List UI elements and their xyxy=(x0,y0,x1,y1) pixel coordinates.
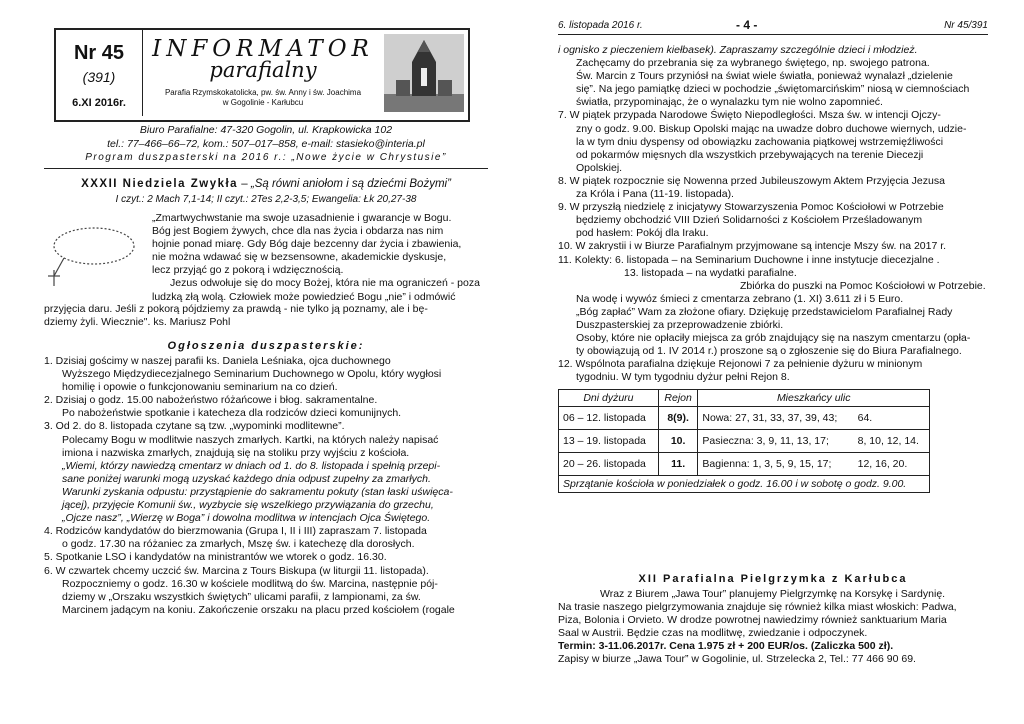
table-row xyxy=(559,453,930,476)
announcement-line: pod hasłem: Pokój dla Iraku. xyxy=(576,227,709,240)
table-cell: 12, 16, 20. xyxy=(854,453,930,476)
pilgrimage-heading: XII Parafialna Pielgrzymka z Karłubca xyxy=(638,573,908,585)
table-header-row xyxy=(559,390,930,407)
announcements-heading: Ogłoszenia duszpasterskie: xyxy=(167,340,365,352)
duty-table xyxy=(558,389,930,493)
announcement-line: będziemy obchodzić VIII Dzień Solidarności z Kościołem Prześladowanym xyxy=(576,214,923,227)
reflection-line: dziemy żyli. Wiecznie". ks. Mariusz Pohl xyxy=(44,316,231,329)
table-header: Mieszkańcy ulic xyxy=(698,390,930,407)
announcement-line: 8. W piątek rozpocznie się Nowenna przed Jubileuszowym Aktem Przyjęcia Jezusa xyxy=(558,174,945,187)
announcement-line: la w tym dniu dyspensy od obowiązku zachowania piątkowej wstrzemięźliwości xyxy=(576,135,944,148)
announcement-line: 5. Spotkanie LSO i kandydatów na ministrantów we wtorek o godz. 16.30. xyxy=(44,551,387,564)
announcement-line: ty obowiązują od 1. IV 2014 r.) proszone są o zgłoszenie się do Biura Parafialnego. xyxy=(576,345,962,358)
announcement-line: Marcinem jadącym na koniu. Zakończenie orszaku na placu przed kościołem (rogale xyxy=(62,603,455,616)
table-header: Rejon xyxy=(658,390,698,407)
announcement-line: światła, przypominając, że o wynalazku tym nie wolno zapomnieć. xyxy=(576,96,883,109)
program-line: Program duszpasterski na 2016 r.: „Nowe życie w Chrystusie” xyxy=(85,152,447,163)
running-header xyxy=(558,20,988,31)
rosary-icon xyxy=(44,218,144,288)
announcement-line: od pokarmów mięsnych dla wszystkich przebywających na terenie Diecezji xyxy=(576,148,924,161)
announcement-line: 9. W przyszłą niedzielę z inicjatywy Stowarzyszenia Pomoc Kościołowi w Potrzebie xyxy=(558,201,944,214)
reflection-line: ludzką złą wolą. Człowiek może powiedzieć Bogu „nie” i odmówić xyxy=(152,290,456,303)
pilgrimage-line: Saal w Austrii. Będzie czas na modlitwę, zwiedzanie i odpoczynek. xyxy=(558,627,868,640)
reflection-line: lecz przyjąć go z pokorą i wdzięcznością. xyxy=(152,264,344,277)
parish-line2: w Gogolinie - Karłubcu xyxy=(222,98,304,107)
issue-date: 6.XI 2016r. xyxy=(72,97,126,109)
table-cell: 8(9). xyxy=(658,407,698,430)
announcement-line: Po nabożeństwie spotkanie i katecheza dla rodziców dzieci komunijnych. xyxy=(62,407,402,420)
announcement-line: Osoby, które nie opłaciły miejsca za grób znajdujący się na naszym cmentarzu (opła- xyxy=(576,332,971,345)
announcement-line: Zachęcamy do przebrania się za wybranego świętego, np. swojego patrona. xyxy=(576,57,930,70)
pilgrimage-line: Zapisy w biurze „Jawa Tour” w Gogolinie, ul. Strzelecka 2, Tel.: 77 466 90 69. xyxy=(558,653,916,666)
issue-box xyxy=(56,30,143,116)
announcement-line: Na wodę i wywóz śmieci z cmentarza zebrano (1. XI) 3.611 zł i 5 Euro. xyxy=(576,292,904,305)
reflection-block-b xyxy=(44,303,488,329)
issue-sub: (391) xyxy=(82,69,116,85)
pilgrimage-line: Termin: 3-11.06.2017r. Cena 1.975 zł + 200 EUR/os. (Zaliczka 500 zł). xyxy=(558,640,894,653)
church-photo-icon xyxy=(384,34,464,112)
announcement-line: i ognisko z pieczeniem kiełbasek). Zapraszamy szczególnie dzieci i młodzież. xyxy=(558,44,918,56)
sunday-quote: „Są równi aniołom i są dziećmi Bożymi” xyxy=(250,178,451,190)
table-cell: Nowa: 27, 31, 33, 37, 39, 43; xyxy=(698,407,854,430)
table-cell: Pasieczna: 3, 9, 11, 13, 17; xyxy=(698,430,854,453)
announcement-line: Warunki zyskania odpustu: przystąpienie do sakramentu pokuty (stan łaski uświęca- xyxy=(62,485,453,498)
pilgrimage-line: Piza, Bolonia i Orvieto. W drodze powrotnej nawiedzimy również sanktuarium Maria xyxy=(558,614,947,627)
announcement-line: się”. Na jego pamiątkę dzieci w pochodzie „świętomarcińskim” niosą w ciemnościach xyxy=(576,83,970,96)
announcement-line: 12. Wspólnota parafialna dziękuje Rejonowi 7 za pełnienie dyżuru w minionym xyxy=(558,358,923,371)
readings: I czyt.: 2 Mach 7,1-14; II czyt.: 2Tes 2,2-3,5; Ewangelia: Łk 20,27-38 xyxy=(115,194,417,205)
announcement-line: Wyższego Międzydiecezjalnego Seminarium Duchownego w Opolu, który wygłosi xyxy=(62,368,442,381)
announcement-line: „Bóg zapłać” Wam za złożone ofiary. Dziękuję przedstawicielom Parafialnej Rady xyxy=(576,305,953,318)
announcement-line: homilię i opowie o funkcjonowaniu seminarium na co dzień. xyxy=(62,381,338,394)
table-footer: Sprzątanie kościoła w poniedziałek o godz. 16.00 i w sobotę o godz. 9.00. xyxy=(559,476,930,493)
header-rule xyxy=(558,34,988,35)
reflection-line: hojnie ponad miarę. Gdy Bóg daje bezcenny dar życia i zbawienia, xyxy=(152,238,462,251)
announcement-line: o godz. 17.30 na różaniec za zmarłych, Mszę św. i katechezę dla dorosłych. xyxy=(62,538,415,551)
masthead-title xyxy=(148,36,378,108)
pilgrimage-text xyxy=(558,588,988,667)
announcement-line: imiona i nazwiska zmarłych, znajdują się na stoliku przy wyjściu z kościoła. xyxy=(62,446,410,459)
pilgrimage-line: Wraz z Biurem „Jawa Tour” planujemy Pielgrzymkę na Korsykę i Sardynię. xyxy=(600,588,946,600)
reflection-block-a xyxy=(152,212,488,304)
announcement-line: 1. Dzisiaj gościmy w naszej parafii ks. Daniela Leśniaka, ojca duchownego xyxy=(44,355,391,367)
announcement-line: sane poniżej warunki mogą uzyskać każdego dnia odpust zupełny za zmarłych. xyxy=(62,472,431,485)
table-footer-row xyxy=(559,476,930,493)
announcement-line: Duszpasterskiej za przeprowadzenie zbiórki. xyxy=(576,318,784,331)
announcement-line: jącej), przyjęcie Komunii św., wyzbycie się wszelkiego przywiązania do grzechu, xyxy=(62,499,434,512)
table-cell: Bagienna: 1, 3, 5, 9, 15, 17; xyxy=(698,453,854,476)
sunday-title: XXXII Niedziela Zwykła xyxy=(81,178,239,190)
page-number: - 4 - xyxy=(736,18,758,32)
reflection-line: Bóg jest Bogiem żywych, chce dla nas życia i obdarza nas nim xyxy=(152,225,444,238)
reflection-line: nie można wdawać się w bezsensowne, akademickie dyskusje, xyxy=(152,251,447,264)
announcement-line: „Wiemi, którzy nawiedzą cmentarz w dniach od 1. do 8. listopada i spełnią przepi- xyxy=(62,459,441,472)
pilgrimage-line: Na trasie naszego pielgrzymowania znajduje się również kilka miast włoskich: Padwa, xyxy=(558,601,957,614)
table-cell: 13 – 19. listopada xyxy=(559,430,659,453)
office-address: Biuro Parafialne: 47-320 Gogolin, ul. Krapkowicka 102 xyxy=(139,124,393,136)
announcement-line: tygodniu. W tym tygodniu dyżur pełni Rejon 8. xyxy=(576,371,790,384)
table-cell: 64. xyxy=(854,407,930,430)
announcement-line: 7. W piątek przypada Narodowe Święto Niepodległości. Msza św. w intencji Ojczy- xyxy=(558,109,941,122)
announcement-line: „Ojcze nasz”, „Wierzę w Boga” i dowolna modlitwa w intencjach Ojca Świętego. xyxy=(62,512,431,525)
announcement-line: 4. Rodziców kandydatów do bierzmowania (Grupa I, II i III) zapraszam 7. listopada xyxy=(44,525,427,538)
announcement-line: 6. W czwartek chcemy uczcić św. Marcina z Tours Biskupa (w liturgii 11. listopada). xyxy=(44,564,429,577)
announcement-line: Opolskiej. xyxy=(576,161,623,174)
announcement-line: Polecamy Bogu w modlitwie naszych zmarłych. Kartki, na których należy napisać xyxy=(62,433,439,446)
announcement-line: 3. Od 2. do 8. listopada czytane są tzw. „wypominki modlitewne”. xyxy=(44,420,345,433)
subtitle: parafialny xyxy=(209,58,317,82)
table-cell: 10. xyxy=(658,430,698,453)
announcement-line: Zbiórka do puszki na Pomoc Kościołowi w Potrzebie. xyxy=(740,279,986,292)
sunday-heading: XXXII Niedziela Zwykła – „Są równi aniołom i są dziećmi Bożymi” xyxy=(81,178,451,190)
contact-info: tel.: 77–466–66–72, kom.: 507–017–858, e-mail: stasieko@interia.pl xyxy=(107,138,425,150)
divider xyxy=(44,168,488,169)
announcements xyxy=(44,355,488,617)
table-header: Dni dyżuru xyxy=(559,390,659,407)
title: INFORMATOR xyxy=(152,36,374,62)
table-cell: 06 – 12. listopada xyxy=(559,407,659,430)
announcement-line: Św. Marcin z Tours przyniósł na świat wiele światła, ponieważ wynalazł „dzielenie xyxy=(576,70,953,83)
reflection-line: przyjęcia daru. Jeśli z pokorą pójdziemy za prawdą - nie tylko ją poznamy, ale i bę- xyxy=(44,303,428,315)
announcement-line: Rozpoczniemy o godz. 16.30 w kościele modlitwą do św. Marcina, następnie pój- xyxy=(62,577,438,590)
announcement-line: 2. Dzisiaj o godz. 15.00 nabożeństwo różańcowe i błog. sakramentalne. xyxy=(44,394,378,407)
table-cell: 11. xyxy=(658,453,698,476)
announcements-cont xyxy=(558,44,988,384)
announcement-line: 10. W zakrystii i w Biurze Parafialnym przyjmowane są intencje Mszy św. na 2017 r. xyxy=(558,240,947,253)
table-row xyxy=(559,430,930,453)
issue-number: Nr 45 xyxy=(73,42,125,64)
reflection-line: Jezus odwołuje się do mocy Bożej, która nie ma ograniczeń - poza xyxy=(170,277,480,290)
announcement-line: za Króla i Pana (11-19. listopada). xyxy=(576,188,734,201)
running-date: 6. listopada 2016 r. xyxy=(558,20,643,31)
announcement-line: 13. listopada – na wydatki parafialne. xyxy=(624,266,797,279)
table-cell: 8, 10, 12, 14. xyxy=(854,430,930,453)
table-cell: 20 – 26. listopada xyxy=(559,453,659,476)
masthead xyxy=(54,28,470,122)
running-issue: Nr 45/391 xyxy=(944,20,988,31)
announcement-line: zny o godz. 9.00. Biskup Opolski mając na uwadze dobro duchowe wiernych, udzie- xyxy=(576,122,967,135)
reflection-line: „Zmartwychwstanie ma swoje uzasadnienie i gwarancje w Bogu. xyxy=(152,212,452,224)
table-row xyxy=(559,407,930,430)
announcement-line: 11. Kolekty: 6. listopada – na Seminarium Duchowne i inne instytucje diecezjalne . xyxy=(558,253,940,266)
parish-line1: Parafia Rzymskokatolicka, pw. św. Anny i św. Joachima xyxy=(164,88,362,97)
announcement-line: dziemy w „Orszaku wszystkich świętych” ulicami parafii, z lampionami, za św. xyxy=(62,590,421,603)
